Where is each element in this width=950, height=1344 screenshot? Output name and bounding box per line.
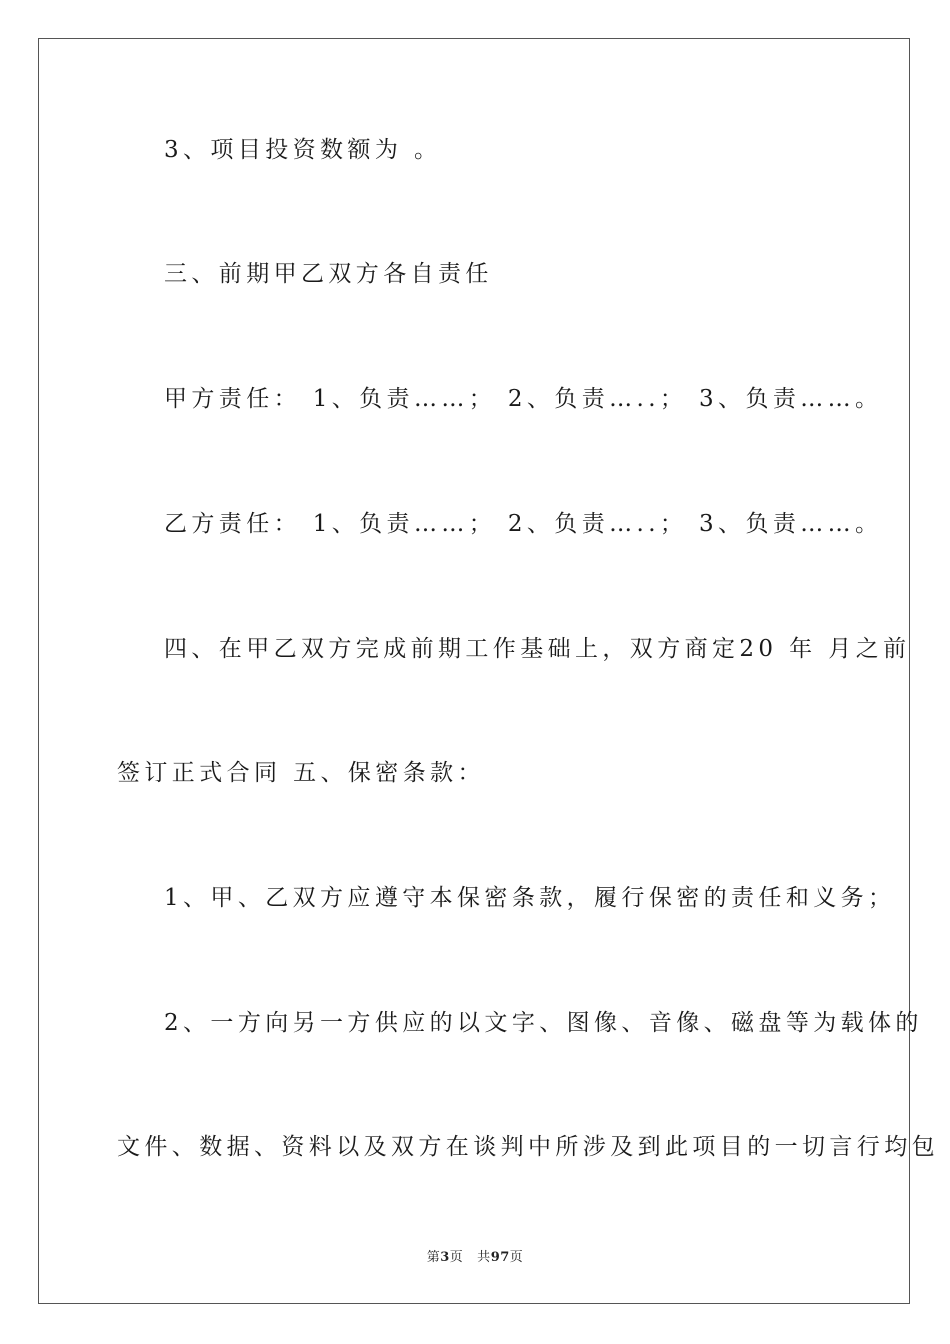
page-border <box>38 38 910 1304</box>
paragraph-investment-amount: 3、项目投资数额为 。 <box>164 137 442 163</box>
paragraph-confidentiality-2: 2、一方向另一方供应的以文字、图像、音像、磁盘等为载体的 <box>164 1010 923 1036</box>
footer-page-prefix: 第 <box>426 1250 441 1265</box>
paragraph-confidentiality-1: 1、甲、乙双方应遵守本保密条款，履行保密的责任和义务； <box>164 885 896 911</box>
paragraph-party-a-duties: 甲方责任： 1、负责……； 2、负责…..； 3、负责……。 <box>164 386 883 412</box>
paragraph-contract-date: 四、在甲乙双方完成前期工作基础上，双方商定20 年 月之前 <box>164 636 911 662</box>
footer-page-number: 3 <box>440 1250 450 1265</box>
footer-total-pages: 97 <box>490 1250 510 1265</box>
page-footer <box>0 1246 950 1265</box>
paragraph-confidentiality-2-cont: 文件、数据、资料以及双方在谈判中所涉及到此项目的一切言行均包 <box>117 1134 939 1160</box>
footer-total-suffix: 页 <box>509 1250 524 1265</box>
paragraph-formal-contract: 签订正式合同 五、保密条款： <box>117 760 485 786</box>
footer-page-suffix: 页 <box>449 1250 464 1265</box>
paragraph-party-b-duties: 乙方责任： 1、负责……； 2、负责…..； 3、负责……。 <box>164 511 883 537</box>
heading-responsibilities: 三、前期甲乙双方各自责任 <box>164 261 493 287</box>
footer-total-prefix: 共 <box>477 1250 491 1265</box>
